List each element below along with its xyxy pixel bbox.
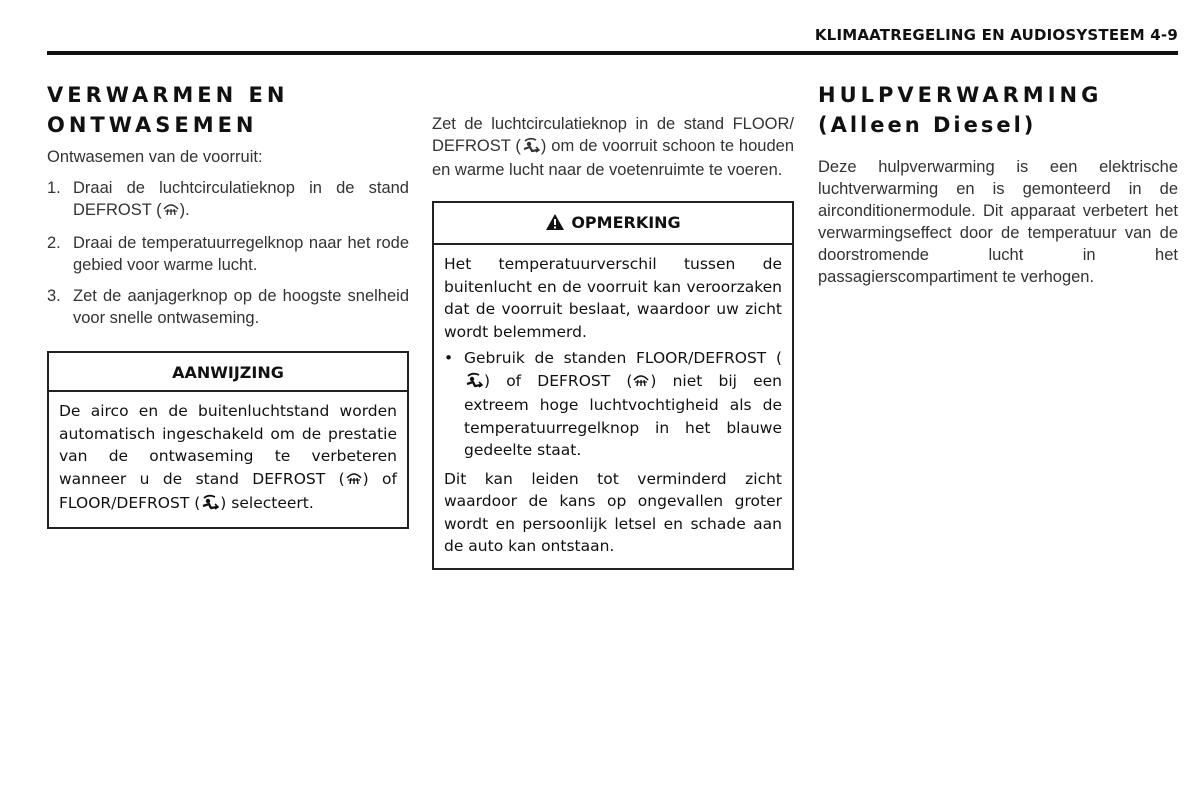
column-auxiliary-heating [818,80,1178,288]
column-floor-defrost [432,113,794,570]
bullet: • [444,349,454,367]
floor-defrost-icon [200,494,220,517]
note-text-c: ) selecteert. [220,494,314,512]
warning-bullet-c: ) niet bij een extreem hoge luchtvochtigheid als de temperatuurregelknop in het blauwe gedeelte staat. [464,371,782,459]
step-text: Draai de temperatuurregelknop naar het rode gebied voor warme lucht. [73,234,409,274]
floor-defrost-icon [521,137,541,159]
intro-text: Ontwasemen van de voorruit: [47,148,263,166]
warning-title-row [434,203,792,245]
warning-triangle-icon [545,213,565,235]
floor-defrost-text-a: Zet de luchtcirculatieknop in de stand FLOOR/ DEFROST ( [432,115,794,155]
heading-subline: (Alleen Diesel) [818,113,1037,137]
floor-defrost-text [432,113,794,181]
running-header: KLIMAATREGELING EN AUDIOSYSTEEM 4-9 [814,26,1178,44]
warning-title: OPMERKING [571,213,681,232]
step-number: 1. [47,179,61,197]
warning-text: Het temperatuurverschil tussen de buitenlucht en de voorruit kan veroorzaken dat de voorruit beslaat, waardoor uw zicht wordt belemmerd. [444,255,782,341]
note-body [49,392,407,527]
warning-box [432,201,794,570]
defrost-icon [345,470,363,493]
defrost-icon [632,372,650,395]
note-box [47,351,409,529]
warning-bullet-a: Gebruik de standen FLOOR/DEFROST ( [464,349,782,367]
defrost-icon [162,201,180,223]
steps-list [47,177,409,329]
warning-list [444,347,782,462]
list-item [47,177,409,223]
section-heading-auxiliary [818,80,1178,140]
note-text [59,400,397,517]
step-number: 2. [47,234,61,252]
step-text [73,177,409,223]
floor-defrost-text-b: ) om de voorruit schoon te houden en warme lucht naar de voetenruimte te voeren. [432,137,794,179]
list-item [444,347,782,462]
column-heating-defrost [47,80,409,529]
warning-body [434,245,792,568]
warning-bullet-text [464,347,782,462]
note-text-a: De airco en de buitenluchtstand worden automatisch ingeschakeld om de prestatie van de ontwaseming te verbeteren wanneer u de stand DEFROST ( [59,402,397,488]
list-item [47,285,409,329]
note-text-b: ) of FLOOR/DEFROST ( [59,469,397,512]
step-number: 3. [47,287,61,305]
warning-text: Dit kan leiden tot verminderd zicht waardoor de kans op ongevallen groter wordt en persoonlijk letsel en schade aan de auto kan ontstaan. [444,469,782,555]
step-text: Zet de aanjagerknop op de hoogste snelheid voor snelle ontwaseming. [73,287,409,327]
header-rule [47,51,1178,55]
auxiliary-text: Deze hulpverwarming is een elektrische luchtverwarming en is gemonteerd in de airconditionermodule. Dit apparaat verbetert het verwarmingseffect door de temperatuur van de doorstromende lucht in het passagierscompartiment te verhogen. [818,158,1178,286]
heading-line: HULPVERWARMING [818,83,1103,107]
step-text-a: Draai de luchtcirculatieknop in de stand DEFROST ( [73,179,409,219]
floor-defrost-icon [464,372,484,395]
step-text-b: ). [179,201,190,219]
warning-bullet-b: ) of DEFROST ( [484,371,633,390]
section-heading-heating: VERWARMEN EN ONTWASEMEN [47,83,289,137]
list-item [47,232,409,276]
note-title: AANWIJZING [49,353,407,392]
